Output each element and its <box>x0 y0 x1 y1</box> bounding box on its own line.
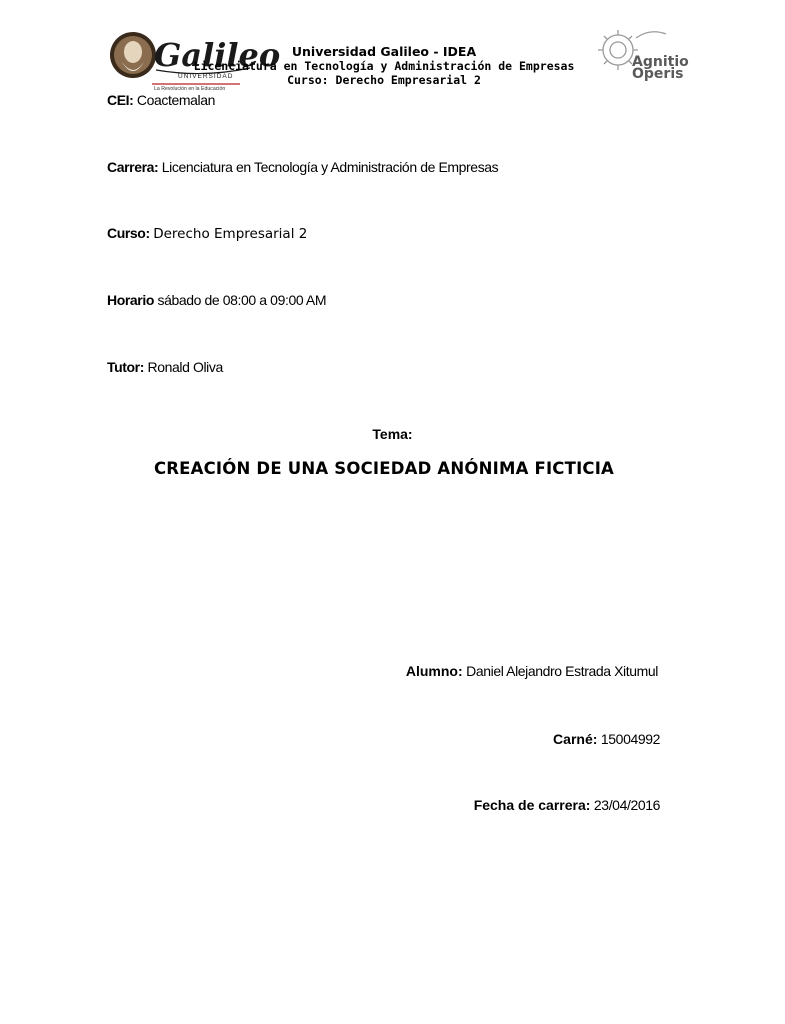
field-carne <box>553 731 660 747</box>
tema-label: Tema: <box>372 426 413 442</box>
field-carrera <box>107 159 498 175</box>
header-course: Curso: Derecho Empresarial 2 <box>287 73 481 87</box>
document-header <box>0 22 768 92</box>
carrera-value: Licenciatura en Tecnología y Administración de Empresas <box>161 159 499 175</box>
alumno-label: Alumno: <box>405 663 463 679</box>
header-text <box>0 45 768 87</box>
carne-label: Carné: <box>553 731 598 747</box>
tema-title: CREACIÓN DE UNA SOCIEDAD ANÓNIMA FICTICIA <box>153 459 615 478</box>
svg-text:Operis: Operis <box>632 66 684 82</box>
horario-label: Horario <box>107 292 154 308</box>
alumno-value: Daniel Alejandro Estrada Xitumul <box>466 663 658 679</box>
curso-label: Curso: <box>107 225 150 241</box>
fecha-label: Fecha de carrera: <box>473 797 591 813</box>
field-cei <box>107 92 215 108</box>
field-fecha <box>474 797 660 813</box>
header-university: Universidad Galileo - IDEA <box>291 44 477 59</box>
svg-text:UNIVERSIDAD: UNIVERSIDAD <box>178 73 234 80</box>
fecha-value: 23/04/2016 <box>593 797 660 813</box>
tutor-value: Ronald Oliva <box>147 359 223 375</box>
field-horario <box>107 292 326 308</box>
svg-text:La Revolución en la Educación: La Revolución en la Educación <box>154 86 226 92</box>
svg-text:Galileo: Galileo <box>154 36 281 74</box>
field-tutor <box>107 359 223 375</box>
cei-value: Coactemalan <box>136 92 215 108</box>
carne-value: 15004992 <box>600 731 660 747</box>
header-program: Licenciatura en Tecnología y Administración de Empresas <box>193 59 575 73</box>
cei-label: CEI: <box>107 92 134 108</box>
svg-text:Agnitio: Agnitio <box>632 54 689 70</box>
field-curso <box>107 225 307 242</box>
horario-value: sábado de 08:00 a 09:00 AM <box>157 292 327 308</box>
tutor-label: Tutor: <box>107 359 144 375</box>
curso-value: Derecho Empresarial 2 <box>153 226 308 242</box>
field-alumno <box>406 663 658 679</box>
carrera-label: Carrera: <box>107 159 159 175</box>
